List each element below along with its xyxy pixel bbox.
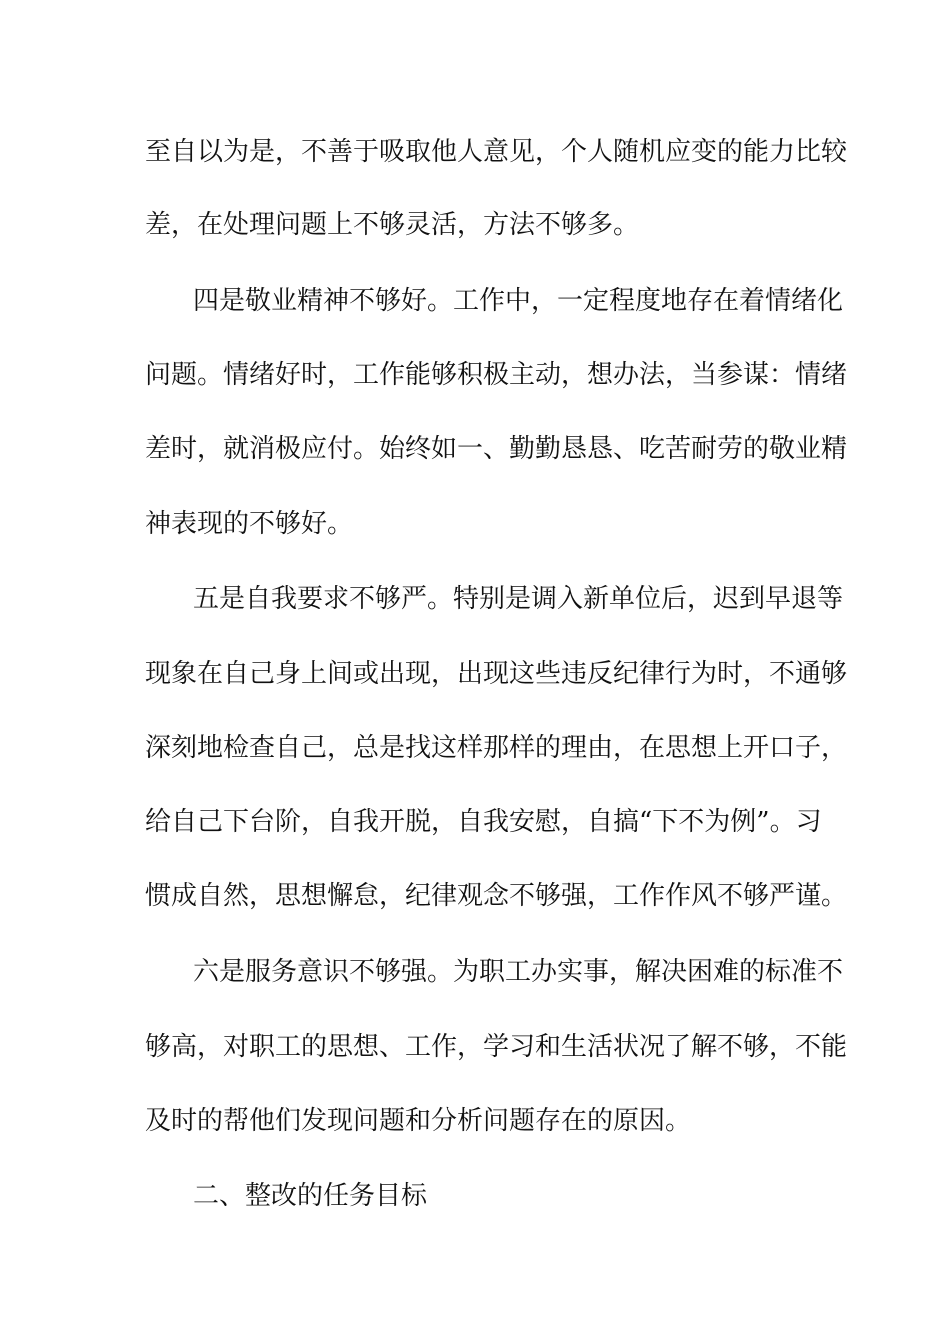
text-line: 问题。情绪好时，工作能够积极主动，想办法，当参谋：情绪: [145, 360, 848, 390]
text-line: 够高，对职工的思想、工作，学习和生活状况了解不够，不能: [145, 1032, 848, 1062]
paragraph-start-line: 五是自我要求不够严。特别是调入新单位后，迟到早退等: [193, 584, 844, 614]
text-line: 差，在处理问题上不够灵活，方法不够多。: [145, 210, 640, 240]
text-line: 惯成自然，思想懈怠，纪律观念不够强，工作作风不够严谨。: [145, 881, 848, 911]
paragraph-start-line: 四是敬业精神不够好。工作中，一定程度地存在着情绪化: [193, 286, 844, 316]
text-line: 给自己下台阶，自我开脱，自我安慰，自搞“下不为例”。习: [145, 807, 822, 837]
text-line: 至自以为是，不善于吸取他人意见，个人随机应变的能力比较: [145, 137, 848, 167]
text-line: 深刻地检查自己，总是找这样那样的理由，在思想上开口子，: [145, 733, 848, 763]
section-heading: 二、整改的任务目标: [193, 1181, 428, 1211]
text-line: 神表现的不够好。: [145, 509, 354, 539]
paragraph-start-line: 六是服务意识不够强。为职工办实事，解决困难的标准不: [193, 957, 844, 987]
text-line: 及时的帮他们发现问题和分析问题存在的原因。: [145, 1106, 692, 1136]
text-line: 差时，就消极应付。始终如一、勤勤恳恳、吃苦耐劳的敬业精: [145, 434, 848, 464]
text-line: 现象在自己身上间或出现，出现这些违反纪律行为时，不通够: [145, 659, 848, 689]
